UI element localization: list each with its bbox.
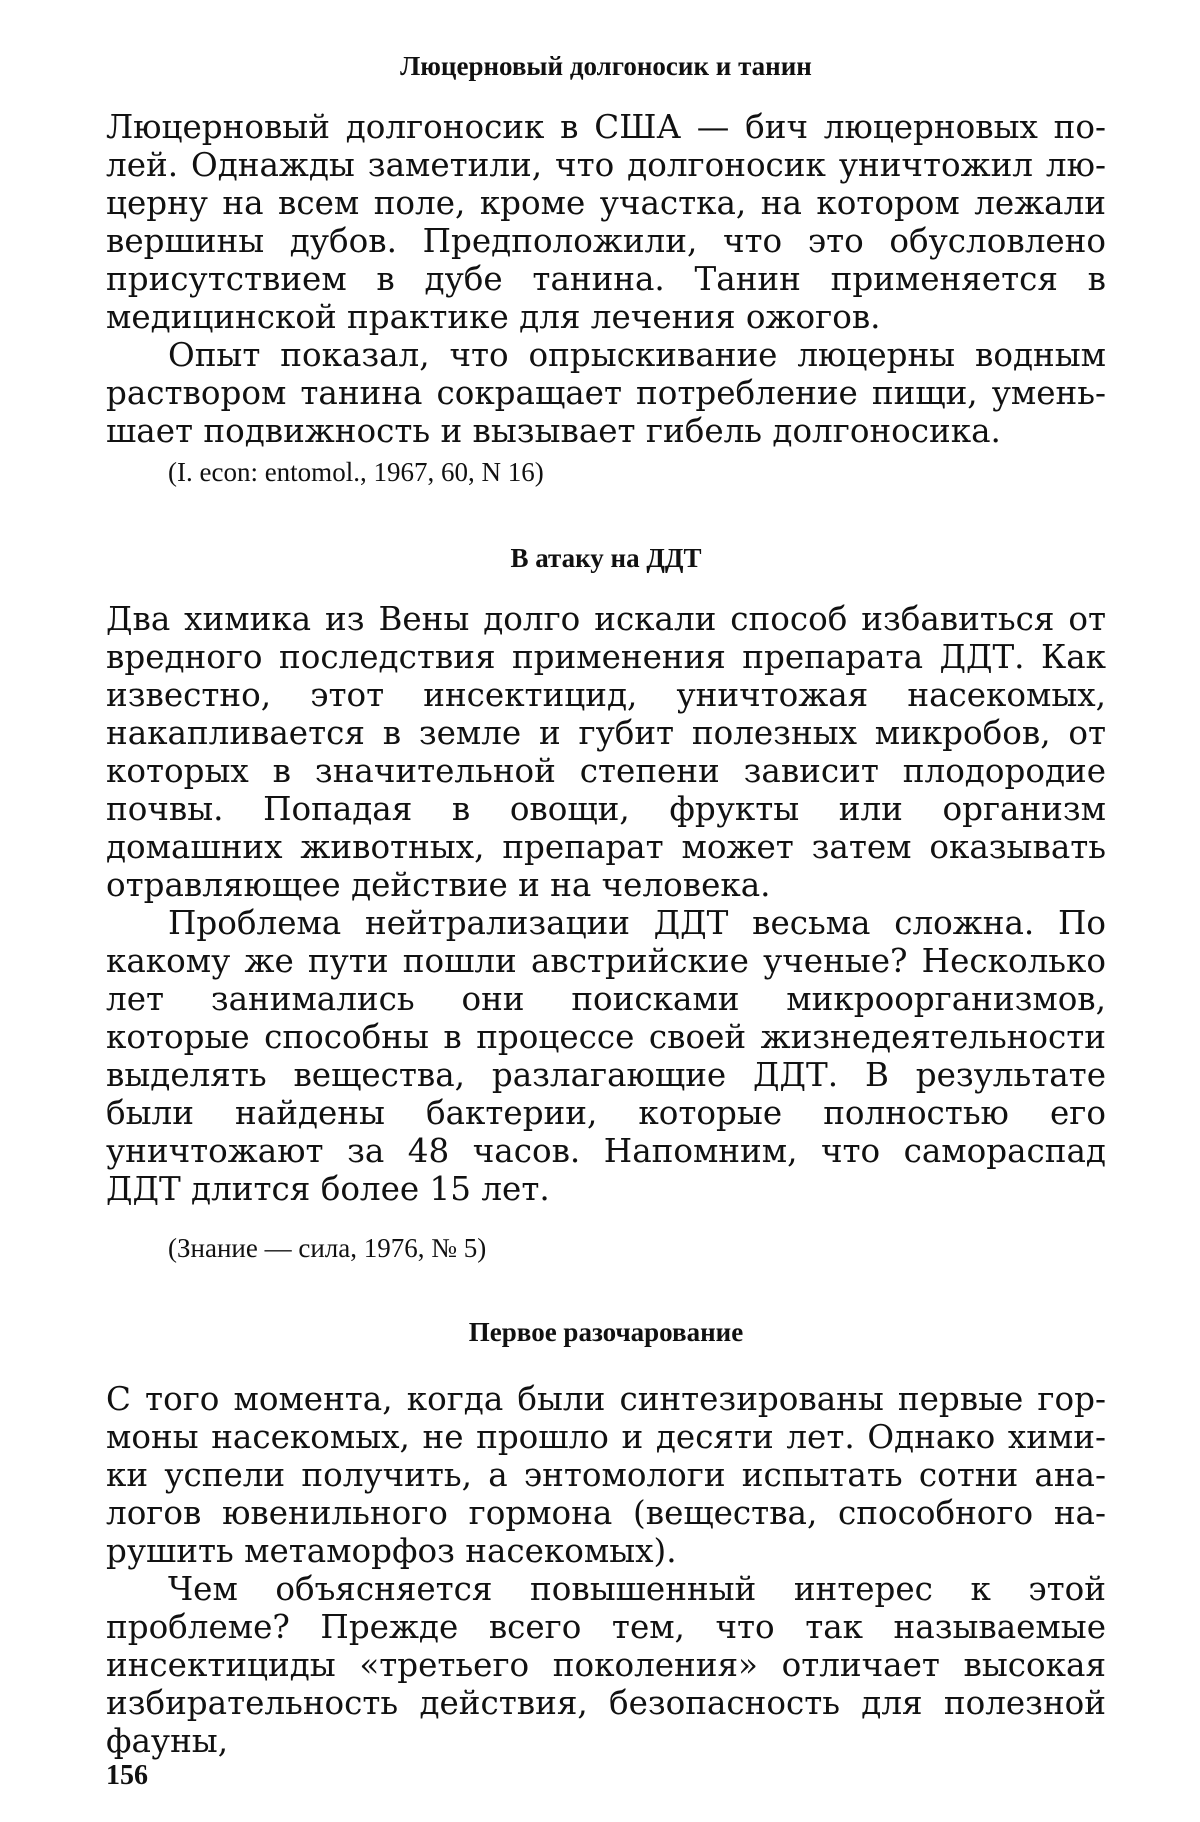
paragraph: Два химика из Вены долго искали способ избавиться от вредного последствия применения препарата ДДТ. Как известно, этот инсектицид, уничтожая насекомых, накапливается в земле и губит полезных микробов, от которых в значительной степени зависит плодородие почвы. Попадая в овощи, фрукты или организм домашних животных, препарат может затем оказывать отравляющее действие и на человека. [106,600,1106,904]
article-heading: Люцерновый долгоносик и танин [400,51,812,81]
page-number: 156 [106,1760,148,1791]
paragraph: Чем объясняется повышенный интерес к этой проблеме? Прежде всего тем, что так называемые инсектициды «третьего поколения» отличает высокая избирательность действия, безопасность для полезной фауны, [106,1570,1106,1760]
paragraph: Опыт показал, что опрыскивание люцерны водным раствором танина сокращает потребление пищи, уменьшает подвижность и вызывает гибель долгоносика. [106,336,1106,450]
article-heading: В атаку на ДДТ [510,543,702,573]
paragraph: С того момента, когда были синтезированы первые гормоны насекомых, не прошло и десяти лет. Однако химики успели получить, а энтомологи испытать сотни аналогов ювенильного гормона (вещества, способного нарушить метаморфоз насекомых). [106,1380,1106,1570]
article-tannin [106,48,1106,490]
article-disappointment [106,1314,1106,1760]
article-ddt [106,540,1106,1266]
paragraph: Проблема нейтрализации ДДТ весьма сложна. По какому же пути пошли австрийские ученые? Несколько лет занимались они поисками микроорганизмов, которые способны в процессе своей жизнедеятельности выделять вещества, разлагающие ДДТ. В результате были найдены бактерии, которые полностью его уничтожают за 48 часов. Напомним, что самораспад ДДТ длится более 15 лет. [106,904,1106,1208]
paragraph: Люцерновый долгоносик в США — бич люцерновых полей. Однажды заметили, что долгоносик уничтожил люцерну на всем поле, кроме участка, на котором лежали вершины дубов. Предположили, что это обусловлено присутствием в дубе танина. Танин применяется в медицинской практике для лечения ожогов. [106,108,1106,336]
article-heading: Первое разочарование [468,1317,744,1347]
book-page [106,48,1106,1760]
source-citation: (Знание — сила, 1976, № 5) [168,1233,487,1263]
source-citation: (I. econ: entomol., 1967, 60, N 16) [168,457,544,487]
